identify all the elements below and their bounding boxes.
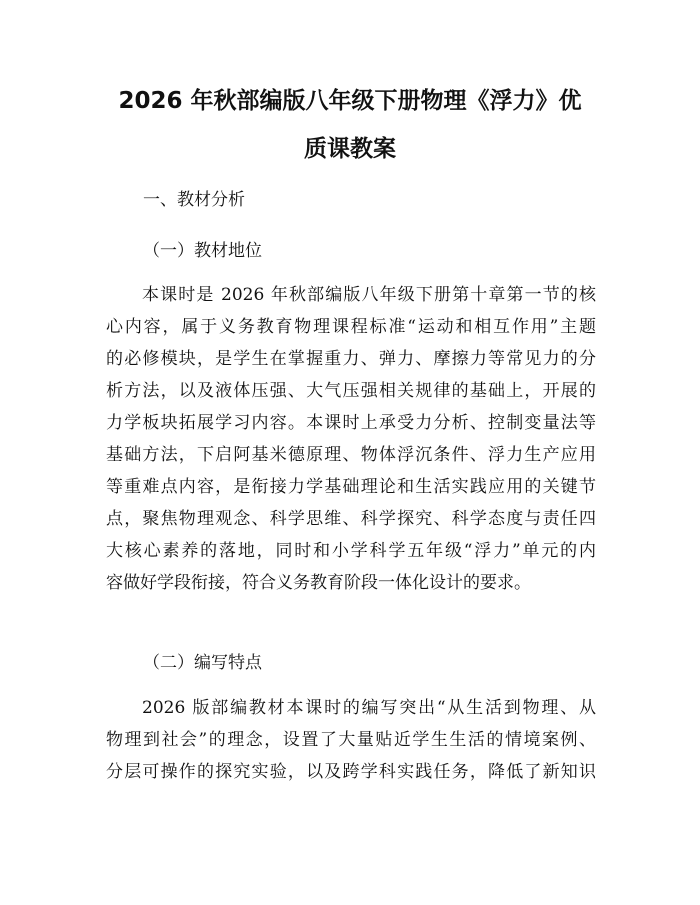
section-heading-textbook-analysis: 一、教材分析 xyxy=(143,190,245,210)
paragraph-line: 2026 版部编教材本课时的编写突出“从生活到物理、从 xyxy=(142,698,596,718)
paragraph-line: 物理到社会”的理念，设置了大量贴近学生生活的情境案例、 xyxy=(106,730,596,750)
paragraph-line: 力学板块拓展学习内容。本课时上承受力分析、控制变量法等 xyxy=(106,413,596,433)
paragraph-line: 容做好学段衔接，符合义务教育阶段一体化设计的要求。 xyxy=(106,573,531,593)
paragraph-line: 心内容，属于义务教育物理课程标准“运动和相互作用”主题 xyxy=(106,317,596,337)
paragraph-line: 点，聚焦物理观念、科学思维、科学探究、科学态度与责任四 xyxy=(106,509,596,529)
subsection-heading-writing-features: （二）编写特点 xyxy=(143,653,262,673)
paragraph-line: 大核心素养的落地，同时和小学科学五年级“浮力”单元的内 xyxy=(106,541,596,561)
paragraph-line: 析方法，以及液体压强、大气压强相关规律的基础上，开展的 xyxy=(106,381,596,401)
paragraph-line: 等重难点内容，是衔接力学基础理论和生活实践应用的关键节 xyxy=(106,477,596,497)
paragraph-line: 基础方法，下启阿基米德原理、物体浮沉条件、浮力生产应用 xyxy=(106,445,596,465)
document-title-line-2: 质课教案 xyxy=(304,136,396,162)
paragraph-line: 本课时是 2026 年秋部编版八年级下册第十章第一节的核 xyxy=(142,285,596,305)
paragraph-textbook-position xyxy=(106,279,596,599)
document-title-line-1: 2026 年秋部编版八年级下册物理《浮力》优 xyxy=(118,88,582,114)
paragraph-line: 的必修模块，是学生在掌握重力、弹力、摩擦力等常见力的分 xyxy=(106,349,596,369)
paragraph-line: 分层可操作的探究实验，以及跨学科实践任务，降低了新知识 xyxy=(106,762,596,782)
paragraph-writing-features xyxy=(106,692,596,788)
subsection-heading-textbook-position: （一）教材地位 xyxy=(143,241,262,261)
